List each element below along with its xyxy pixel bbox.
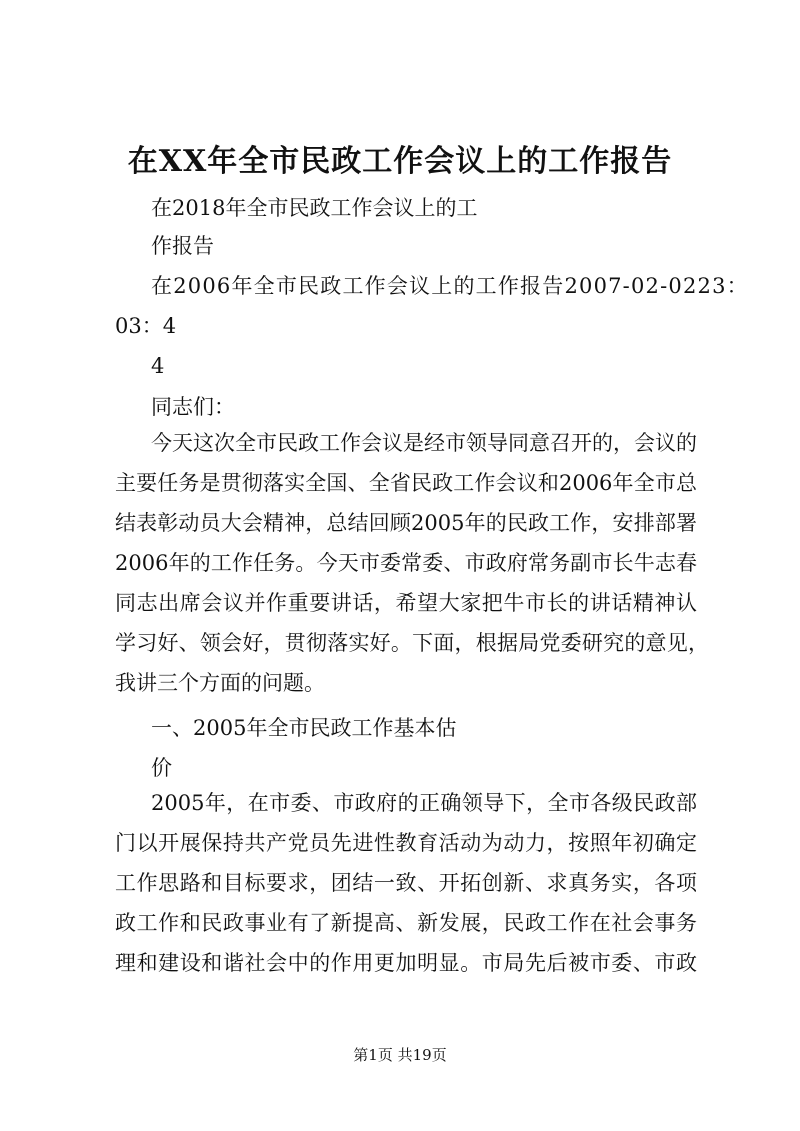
page-footer: 第1页 共19页 (353, 1046, 447, 1064)
paragraph-line (115, 868, 697, 898)
text-line: 作报告 (151, 234, 214, 258)
section-heading-continued: 价 (151, 756, 172, 780)
text-line: 在2006年全市民政工作会议上的工作报告2007-02-0223： (151, 274, 749, 298)
text-line: 同志们： (151, 395, 235, 419)
paragraph-line-text: 今天这次全市民政工作会议是经市领导同意召开的，会议的 (151, 431, 697, 455)
paragraph-line (115, 908, 697, 938)
text-line: 在2018年全市民政工作会议上的工 (151, 196, 478, 220)
paragraph-line (115, 588, 697, 618)
paragraph-line-text: 2005年，在市委、市政府的正确领导下，全市各级民政部 (151, 791, 697, 815)
paragraph-line (151, 428, 697, 458)
text-line: 我讲三个方面的问题。 (115, 671, 325, 695)
text-line: 03：4 (115, 314, 177, 338)
document-title: 在XX年全市民政工作会议上的工作报告 (127, 144, 673, 179)
paragraph-line-text: 结表彰动员大会精神，总结回顾2005年的民政工作，安排部署 (115, 511, 697, 535)
paragraph-line-text: 政工作和民政事业有了新提高、新发展，民政工作在社会事务 (115, 911, 697, 935)
text-line: 4 (151, 354, 165, 378)
section-heading: 一、2005年全市民政工作基本估 (151, 716, 457, 740)
paragraph-line (115, 468, 697, 498)
paragraph-line (115, 628, 709, 658)
paragraph-line (115, 948, 697, 978)
paragraph-line (115, 828, 697, 858)
paragraph-line (151, 788, 697, 818)
paragraph-line-text: 同志出席会议并作重要讲话，希望大家把牛市长的讲话精神认 (115, 591, 697, 615)
paragraph-line-text: 工作思路和目标要求，团结一致、开拓创新、求真务实，各项 (115, 871, 697, 895)
paragraph-line-text: 理和建设和谐社会中的作用更加明显。市局先后被市委、市政 (115, 951, 697, 975)
paragraph-line-text: 主要任务是贯彻落实全国、全省民政工作会议和2006年全市总 (115, 471, 697, 495)
paragraph-line-text: 门以开展保持共产党员先进性教育活动为动力，按照年初确定 (115, 831, 697, 855)
paragraph-line (115, 508, 697, 538)
paragraph-line (115, 548, 697, 578)
paragraph-line-text: 2006年的工作任务。今天市委常委、市政府常务副市长牛志春 (115, 551, 697, 575)
paragraph-line-text: 学习好、领会好，贯彻落实好。下面，根据局党委研究的意见， (115, 631, 709, 655)
